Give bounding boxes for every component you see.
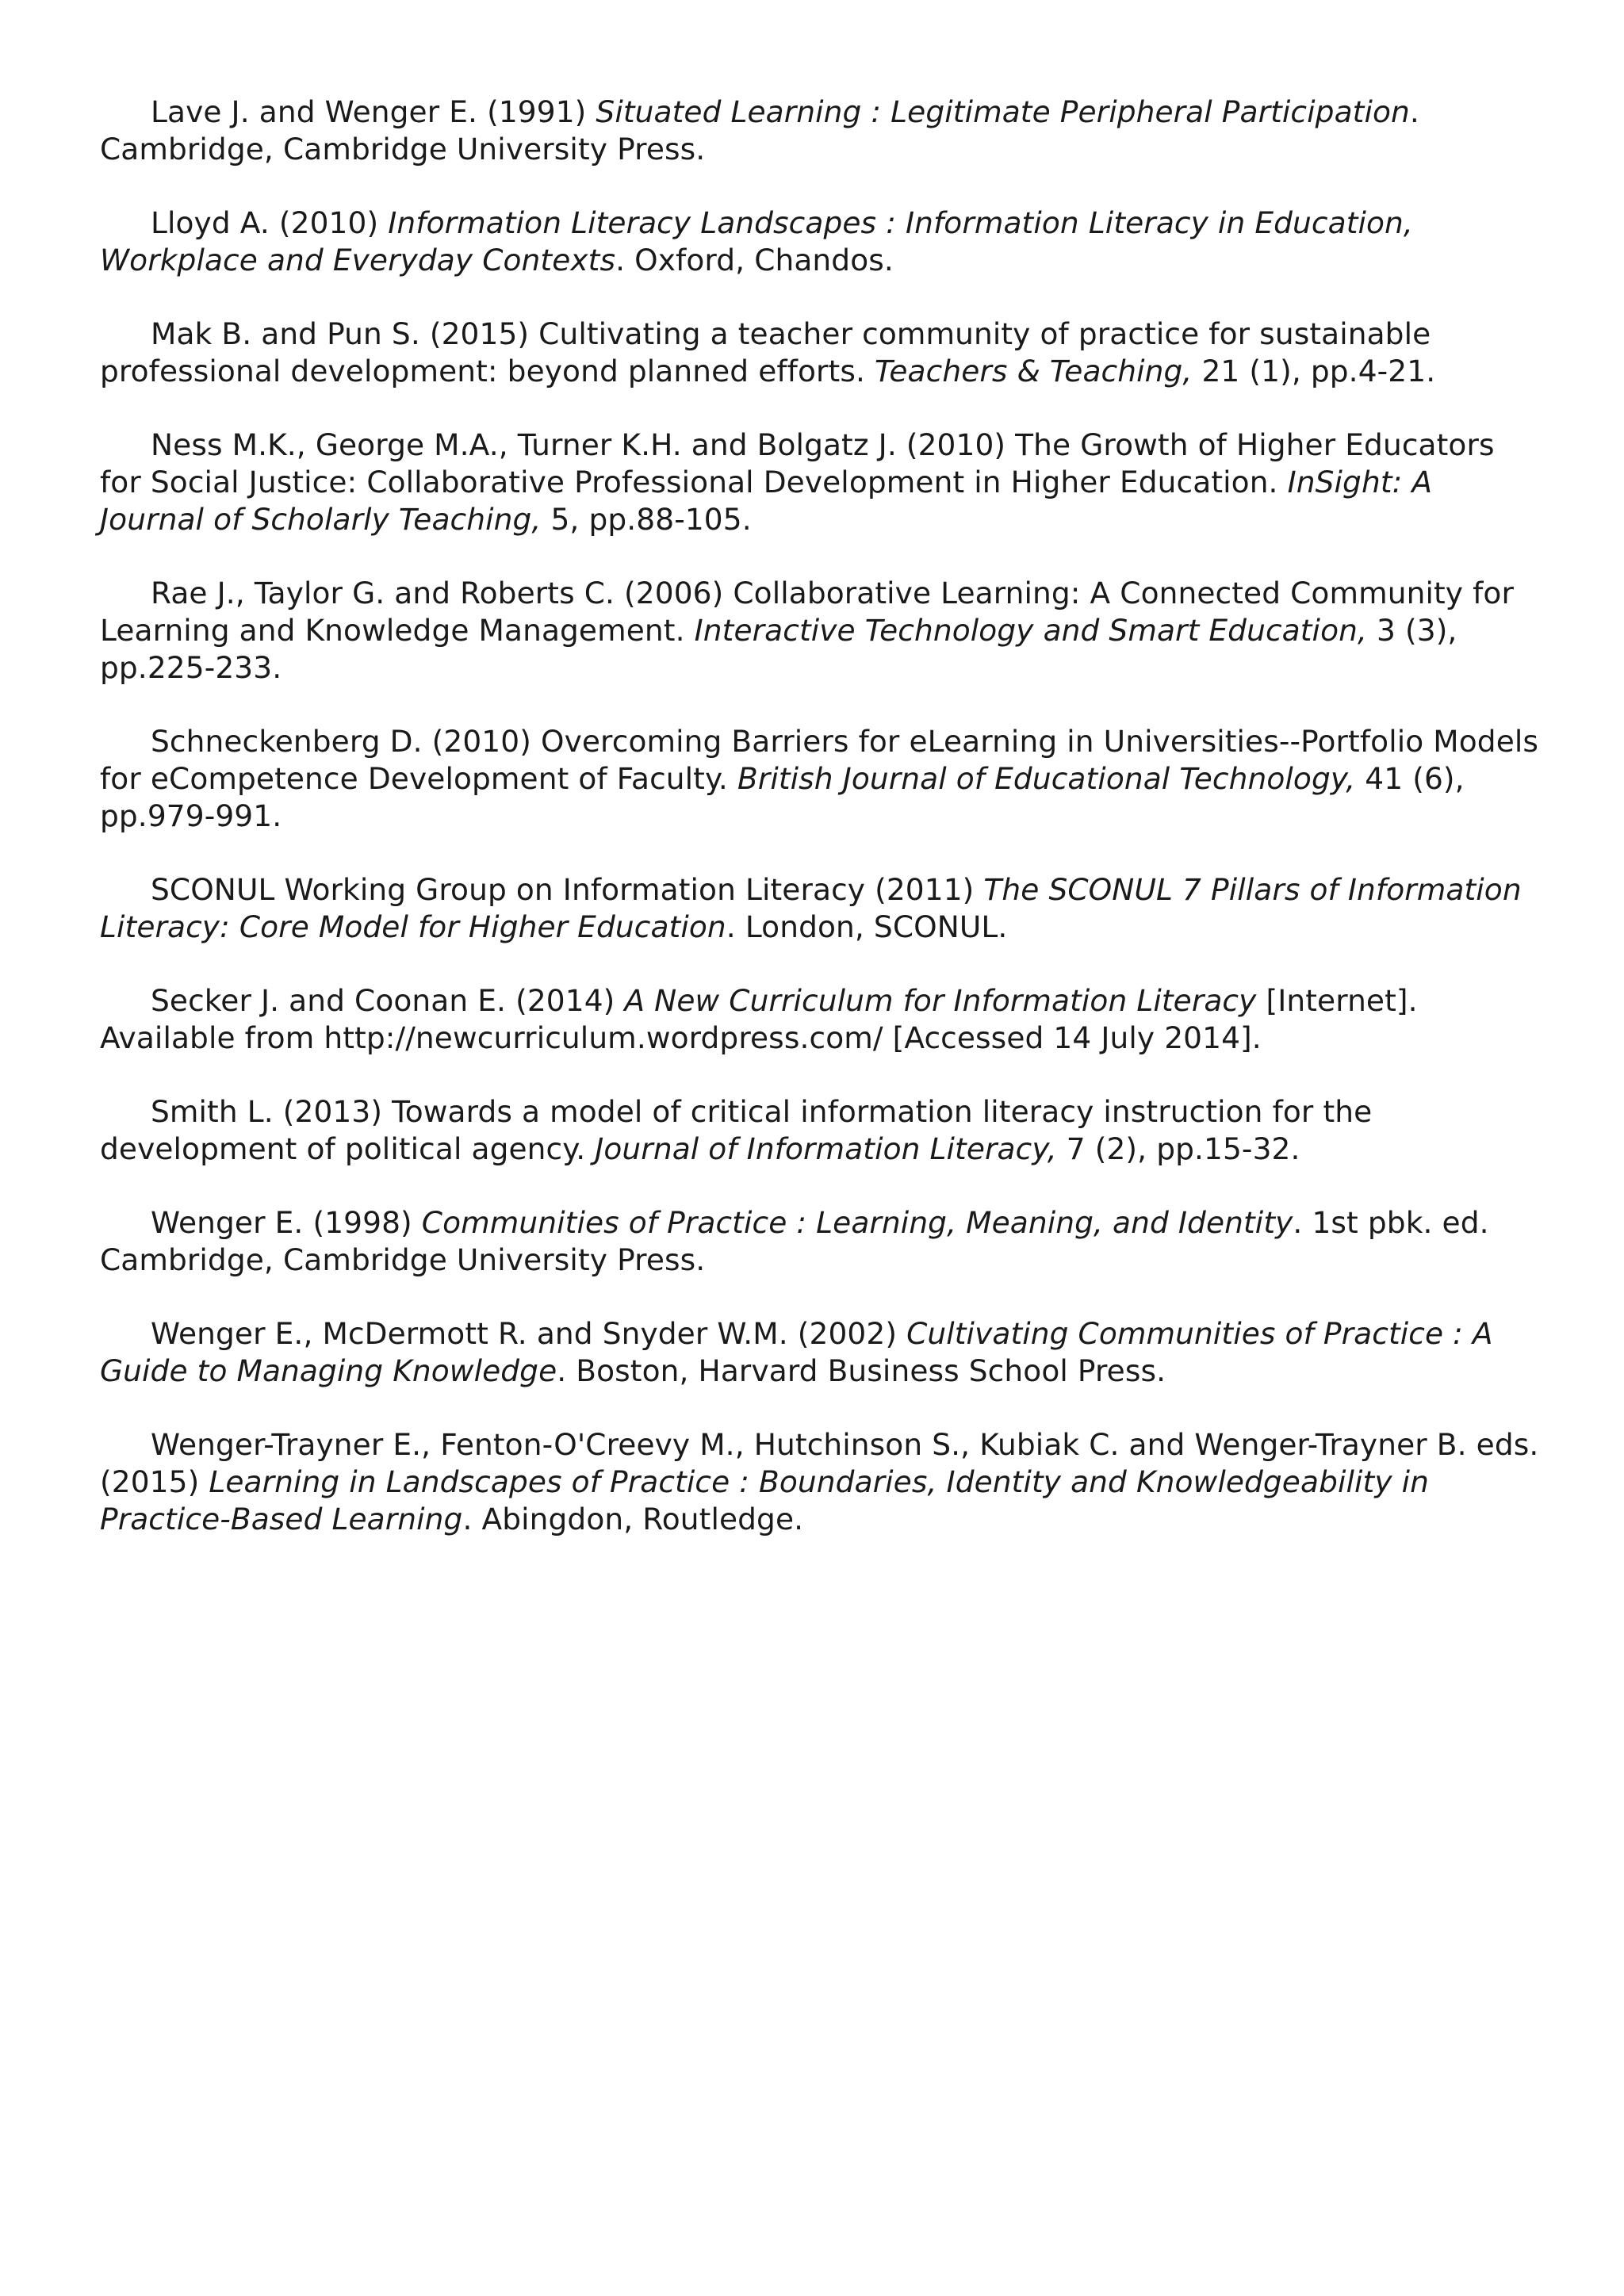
reference-title: Cultivating Communities of Practice : A Guide to Managing Knowledge <box>100 1316 1493 1388</box>
reference-entry <box>100 871 1543 946</box>
reference-entry <box>100 1204 1543 1279</box>
reference-text: [Internet]. Available from http://newcurriculum.wordpress.com/ [Accessed 14 July 2014]. <box>100 983 1418 1055</box>
reference-entry <box>100 427 1543 538</box>
reference-text: 5, pp.88-105. <box>541 502 752 537</box>
reference-text: Mak B. and Pun S. (2015) Cultivating a teacher community of practice for sustainable professional development: beyond planned efforts. <box>100 316 1431 388</box>
reference-title: British Journal of Educational Technology, <box>737 761 1356 796</box>
reference-text: Lloyd A. (2010) <box>151 205 389 240</box>
reference-text: Secker J. and Coonan E. (2014) <box>151 983 625 1018</box>
reference-title: Communities of Practice : Learning, Meaning, and Identity <box>421 1205 1293 1240</box>
reference-text: 7 (2), pp.15-32. <box>1056 1131 1300 1166</box>
reference-title: A New Curriculum for Information Literacy <box>624 983 1257 1018</box>
reference-text: Schneckenberg D. (2010) Overcoming Barriers for eLearning in Universities--Portfolio Models for eCompetence Development of Faculty. <box>100 724 1539 796</box>
reference-entry <box>100 723 1543 835</box>
reference-text: Ness M.K., George M.A., Turner K.H. and Bolgatz J. (2010) The Growth of Higher Educators for Social Justice: Collaborative Professional Development in Higher Education. <box>100 427 1495 499</box>
reference-text: . Abingdon, Routledge. <box>462 1502 804 1536</box>
reference-list <box>100 94 1543 1575</box>
reference-text: . Cambridge, Cambridge University Press. <box>100 94 1419 166</box>
reference-text: Wenger E. (1998) <box>151 1205 422 1240</box>
reference-text: . Boston, Harvard Business School Press. <box>557 1353 1166 1388</box>
reference-entry <box>100 1315 1543 1390</box>
reference-text: . Oxford, Chandos. <box>615 243 894 277</box>
reference-title: Learning in Landscapes of Practice : Boundaries, Identity and Knowledgeability in Practice-Based Learning <box>100 1464 1430 1536</box>
reference-text: 41 (6), pp.979-991. <box>100 761 1465 833</box>
reference-text: SCONUL Working Group on Information Literacy (2011) <box>151 872 984 907</box>
reference-text: Smith L. (2013) Towards a model of critical information literacy instruction for the development of political agency. <box>100 1094 1373 1166</box>
reference-title: Information Literacy Landscapes : Information Literacy in Education, Workplace and Everyday Contexts <box>100 205 1413 277</box>
reference-text: Wenger-Trayner E., Fenton-O'Creevy M., Hutchinson S., Kubiak C. and Wenger-Trayner B. eds. (2015) <box>100 1427 1539 1499</box>
reference-title: Interactive Technology and Smart Education, <box>694 613 1368 648</box>
reference-text: Lave J. and Wenger E. (1991) <box>151 94 596 129</box>
reference-title: Situated Learning : Legitimate Peripheral Participation <box>596 94 1410 129</box>
reference-entry <box>100 205 1543 279</box>
reference-title: InSight: A Journal of Scholarly Teaching, <box>100 465 1433 537</box>
reference-entry <box>100 316 1543 390</box>
reference-entry <box>100 575 1543 687</box>
reference-text: 3 (3), pp.225-233. <box>100 613 1457 685</box>
reference-text: . 1st pbk. ed. Cambridge, Cambridge University Press. <box>100 1205 1489 1277</box>
reference-entry <box>100 1426 1543 1538</box>
reference-entry <box>100 1093 1543 1168</box>
reference-title: Teachers & Teaching, <box>875 354 1193 388</box>
reference-title: The SCONUL 7 Pillars of Information Literacy: Core Model for Higher Education <box>100 872 1522 944</box>
reference-text: 21 (1), pp.4-21. <box>1192 354 1436 388</box>
reference-entry <box>100 982 1543 1057</box>
reference-text: Rae J., Taylor G. and Roberts C. (2006) Collaborative Learning: A Connected Community for Learning and Knowledge Management. <box>100 576 1514 648</box>
reference-text: . London, SCONUL. <box>726 909 1008 944</box>
reference-text: Wenger E., McDermott R. and Snyder W.M. (2002) <box>151 1316 907 1351</box>
reference-title: Journal of Information Literacy, <box>595 1131 1057 1166</box>
reference-entry <box>100 94 1543 168</box>
